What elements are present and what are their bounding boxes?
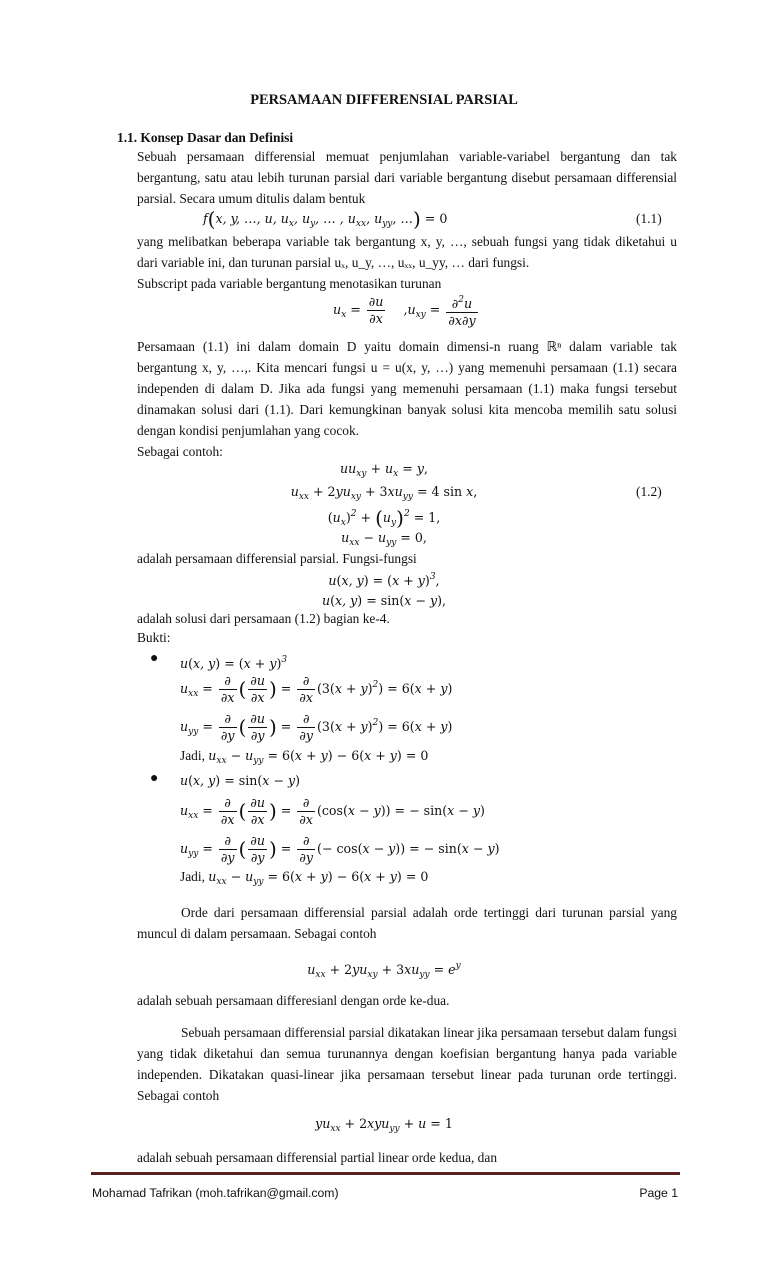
footer-rule (91, 1172, 680, 1175)
function-2: u(x, y) = sin(x − y), (322, 593, 446, 608)
paragraph-proof-label: Bukti: (137, 630, 171, 645)
page-title: PERSAMAAN DIFFERENSIAL PARSIAL (250, 92, 518, 108)
bullet-2: ● (150, 771, 159, 786)
equation-1-2-line-3: $(u_x)^2 + (u_y)^2 = 1$, (327, 506, 441, 530)
paragraph-example-label: Sebagai contoh: (137, 444, 223, 459)
section-heading: 1.1. Konsep Dasar dan Definisi (117, 130, 294, 145)
paragraph-order-result: adalah sebuah persamaan differesianl dengan orde ke-dua. (137, 993, 450, 1008)
equation-linear-example: $yu_{xx} + 2xyu_{yy} + u = 1$ (315, 1116, 453, 1134)
equation-order-example: $u_{xx} + 2yu_{xy} + 3xu_{yy} = e^y$ (307, 961, 461, 980)
function-1: u(x, $y) = (x + y)^3$, (328, 572, 440, 588)
paragraph-domain: Persamaan (1.1) ini dalam domain D yaitu domain dimensi-n ruang ℝⁿ dalam variable tak bergantung x, y, …,. Kita mencari fungsi u = u(x, y, …) yang memenuhi persamaan (1.1) secara independen di dalam D. Jika ada fungsi yang memenuhi persamaan (1.1) maka fungsi tersebut dinamakan solusi dari (1.1). Dari kemungkinan banyak solusi kita mencoba memilih satu solusi dengan kondisi penjumlahan yang cocok. (137, 339, 677, 438)
bullet-1: ● (150, 651, 159, 666)
proof-1-uxx: $u_{xx}$ = $\frac{\partial}{\partial x}$ ( $\frac{\partial u}{\partial x}$ ) = $\frac{\partial}{\partial x}$ $(3(x + y)^2) = 6(x + y)$ (180, 673, 453, 705)
paragraph-variables: yang melibatkan beberapa variable tak bergantung x, y, …, sebuah fungsi yang tidak diketahui u dari variable ini, dan turunan parsial uₓ, u_y, …, uₓₓ, u_yy, … dari fungsi. (137, 234, 677, 270)
proof-2-conclusion: Jadi, $u_{xx} - u_{yy} = 6(x + y) - 6(x + y) = 0$ (180, 869, 429, 887)
equation-1-2-line-2: $u_{xx} + 2yu_{xy} + 3xu_{yy} = 4$ sin x, (290, 484, 478, 502)
equation-derivatives: $u_x$ = $\frac{\partial u}{\partial x}$ $,u_{xy}$ = $\frac{\partial^2u}{\partial x\partial y}$ (333, 294, 476, 328)
equation-number-1-2: (1.2) (636, 484, 662, 499)
paragraph-subscript: Subscript pada variable bergantung menotasikan turunan (137, 276, 442, 291)
equation-1-2-line-1: $uu_{xy} + u_x = y$, (340, 461, 428, 479)
proof-2-head: u(x, y) = sin(x − y) (180, 773, 300, 788)
proof-1-uyy: $u_{yy}$ = $\frac{\partial}{\partial y}$ ( $\frac{\partial u}{\partial y}$ ) = $\frac{\partial}{\partial y}$ $(3(x + y)^2) = 6(x + y)$ (180, 711, 453, 743)
proof-2-uyy: $u_{yy}$ = $\frac{\partial}{\partial y}$ ( $\frac{\partial u}{\partial y}$ ) = $\frac{\partial}{\partial y}$ (− cos(x − y)) = − sin(x − y) (180, 833, 500, 865)
paragraph-linear: Sebuah persamaan differensial parsial dikatakan linear jika persamaan tersebut dalam fungsi yang tidak diketahui dan semua turunannya dengan koefisian bergantung hanya pada variable independen. Dikatakan quasi-linear jika persamaan tersebut linear pada turunan orde tertinggi. Sebagai contoh (137, 1025, 677, 1103)
footer-page-number: Page 1 (639, 1186, 678, 1200)
equation-number-1-1: (1.1) (636, 211, 662, 226)
paragraph-linear-result: adalah sebuah persamaan differensial partial linear orde kedua, dan (137, 1150, 498, 1165)
paragraph-intro: Sebuah persamaan differensial memuat penjumlahan variable-variabel bergantung dan tak bergantung, satu atau lebih turunan parsial dari variable bergantung disebut persamaan differensial parsial. Secara umum ditulis dalam bentuk (137, 149, 677, 206)
equation-1-1-render: f(x, y, …, u, $u_x$, $u_y$, … , $u_{xx}$, $u_{yy}$, …) = 0 (203, 207, 448, 231)
footer-author: Mohamad Tafrikan (moh.tafrikan@gmail.com) (92, 1186, 339, 1200)
paragraph-functions-intro: adalah persamaan differensial parsial. Fungsi-fungsi (137, 551, 417, 566)
equation-1-2-line-4: $u_{xx} - u_{yy} = 0$, (341, 530, 427, 548)
paragraph-solution: adalah solusi dari persamaan (1.2) bagian ke-4. (137, 611, 390, 626)
proof-2-uxx: $u_{xx}$ = $\frac{\partial}{\partial x}$ ( $\frac{\partial u}{\partial x}$ ) = $\frac{\partial}{\partial x}$ (cos(x − y)) = − sin(x − y) (180, 795, 485, 827)
proof-1-head: u(x, $y) = (x + y)^3$ (180, 655, 288, 671)
proof-1-conclusion: Jadi, $u_{xx} - u_{yy} = 6(x + y) - 6(x + y) = 0$ (180, 748, 429, 766)
paragraph-order: Orde dari persamaan differensial parsial adalah orde tertinggi dari turunan parsial yang muncul di dalam persamaan. Sebagai contoh (137, 905, 677, 941)
